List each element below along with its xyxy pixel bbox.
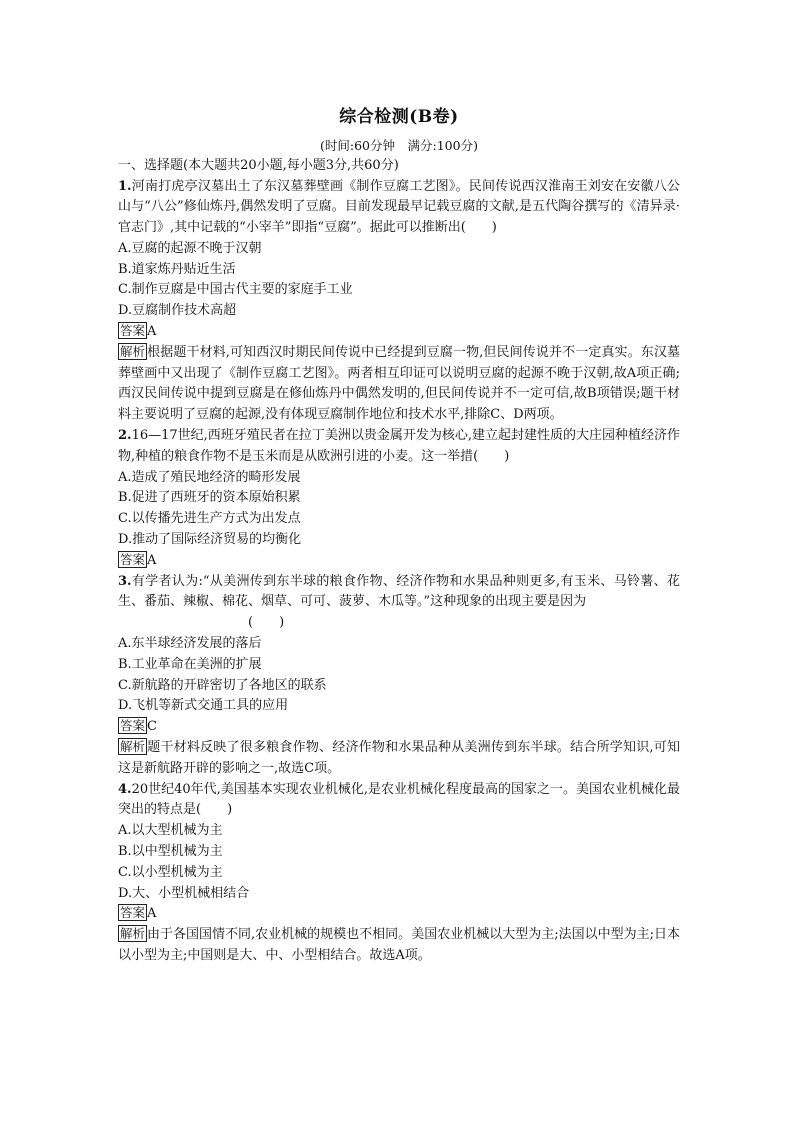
answer-tag: 答案: [120, 905, 146, 921]
question-stem: 4.20世纪40年代,美国基本实现农业机械化,是农业机械化程度最高的国家之一。美国农业机械化最突出的特点是( ): [118, 781, 680, 818]
option-d: D.大、小型机械相结合: [118, 885, 250, 901]
question-number: 3.: [118, 573, 132, 589]
answer-value: C: [147, 719, 157, 735]
answer-blank: ( ): [248, 615, 285, 631]
analysis-text: 根据题干材料,可知西汉时期民间传说中已经提到豆腐一物,但民间传说并不一定真实。东汉墓葬壁画中又出现了《制作豆腐工艺图》。两者相互印证可以说明豆腐的起源不晚于汉朝,故A项正确;西汉民间传说中提到豆腐是在修仙炼丹中偶然发明的,但民间传说并不一定可信,故B项错误;题干材料主要说明了豆腐的起源,没有体现豆腐制作地位和技术水平,排除C、D两项。: [118, 344, 680, 423]
answer-line: [118, 322, 680, 343]
option-b: B.工业革命在美洲的扩展: [118, 656, 262, 672]
question-3: [118, 572, 680, 780]
option-c: C.制作豆腐是中国古代主要的家庭手工业: [118, 282, 353, 298]
question-number: 4.: [118, 781, 132, 797]
option-d: D.推动了国际经济贸易的均衡化: [118, 532, 302, 548]
question-4: [118, 780, 680, 967]
analysis-line: [118, 738, 680, 780]
answer-tag: 答案: [120, 551, 146, 567]
answer-line: [118, 717, 680, 738]
option-a: A.豆腐的起源不晚于汉朝: [118, 240, 262, 256]
answer-line: [118, 904, 680, 925]
option-c: C.以传播先进生产方式为出发点: [118, 511, 301, 527]
section-heading: 一、选择题(本大题共20小题,每小题3分,共60分): [118, 158, 399, 173]
analysis-text: 由于各国国情不同,农业机械的规模也不相同。美国农业机械以大型为主;法国以中型为主;日本以小型为主;中国则是大、中、小型相结合。故选A项。: [118, 927, 680, 963]
question-1: [118, 177, 680, 427]
option-a: A.以大型机械为主: [118, 823, 223, 839]
analysis-tag: 解析: [120, 343, 146, 359]
question-stem: 3.有学者认为:“从美洲传到东半球的粮食作物、经济作物和水果品种则更多,有玉米、马铃薯、花生、番茄、辣椒、棉花、烟草、可可、菠萝、木瓜等。”这种现象的出现主要是因为: [118, 573, 680, 610]
option-a: A.造成了殖民地经济的畸形发展: [118, 469, 301, 485]
analysis-tag: 解析: [120, 926, 146, 942]
question-number: 1.: [118, 178, 132, 194]
analysis-tag: 解析: [120, 739, 146, 755]
option-b: B.以中型机械为主: [118, 844, 223, 859]
page-subtitle: (时间:60分钟 满分:100分): [320, 138, 478, 153]
answer-tag: 答案: [120, 323, 146, 339]
question-number: 2.: [118, 428, 132, 444]
answer-value: A: [147, 324, 157, 340]
option-b: B.道家炼丹贴近生活: [118, 261, 236, 277]
analysis-line: [118, 343, 680, 426]
option-b: B.促进了西班牙的资本原始积累: [118, 490, 301, 506]
answer-value: A: [147, 552, 157, 568]
analysis-text: 题干材料反映了很多粮食作物、经济作物和水果品种从美洲传到东半球。结合所学知识,可知这是新航路开辟的影响之一,故选C项。: [118, 740, 680, 776]
option-c: C.以小型机械为主: [118, 864, 223, 880]
document-page: [118, 104, 680, 967]
answer-tag: 答案: [120, 718, 146, 734]
question-stem: 2.16—17世纪,西班牙殖民者在拉丁美洲以贵金属开发为核心,建立起封建性质的大庄园种植经济作物,种植的粮食作物不是玉米而是从欧洲引进的小麦。这一举措( ): [118, 428, 680, 464]
question-2: [118, 426, 680, 572]
option-a: A.东半球经济发展的落后: [118, 636, 262, 652]
option-d: D.豆腐制作技术高超: [118, 303, 237, 319]
option-d: D.飞机等新式交通工具的应用: [118, 698, 289, 714]
question-stem: 1.河南打虎亭汉墓出土了东汉墓葬壁画《制作豆腐工艺图》。民间传说西汉淮南王刘安在安徽八公山与“八公”修仙炼丹,偶然发明了豆腐。目前发现最早记载豆腐的文献,是五代陶谷撰写的《清异录·官志门》,其中记载的“小宰羊”即指“豆腐”。据此可以推断出( ): [118, 178, 680, 236]
answer-line: [118, 551, 680, 572]
page-title: 综合检测(B卷): [339, 107, 459, 127]
answer-value: A: [147, 906, 157, 922]
option-c: C.新航路的开辟密切了各地区的联系: [118, 677, 327, 693]
analysis-line: [118, 925, 680, 967]
